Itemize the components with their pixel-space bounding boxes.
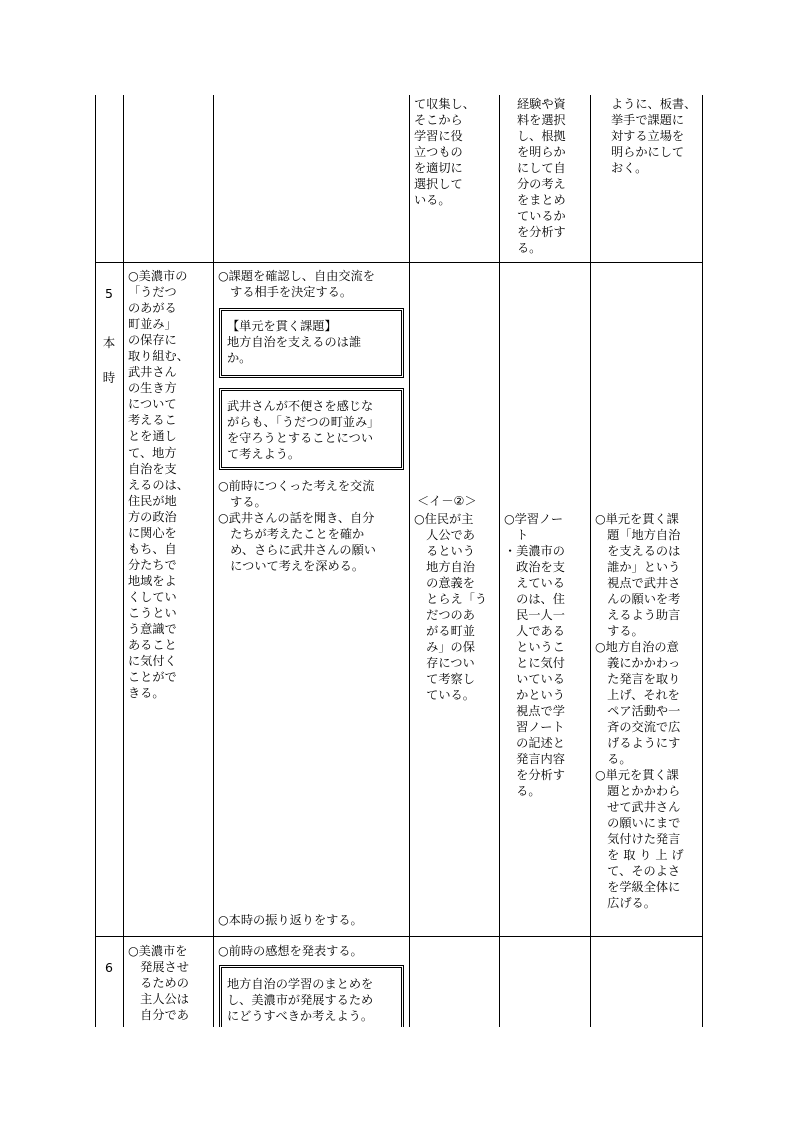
activity-intro: ○課題を確認し、自由交流を する相手を決定する。: [218, 269, 375, 299]
activity-main: ○前時につくった考えを交流 する。 ○武井さんの話を聞き、自分 たちが考えたことを確か め、さらに武井さんの願い について考えを深める。: [218, 479, 376, 573]
activity-intro: ○前時の感想を発表する。: [218, 944, 363, 958]
row-divider: [95, 936, 703, 937]
evaluation-method-continued: 経験や資 料を選択 し、根拠 を明らか にして自 分の考え をまとめ ているか を分析す る。: [517, 97, 566, 255]
table-border-left: [95, 95, 96, 1027]
teacher-support: ○単元を貫く課 題「地方自治 を支えるのは 誰か」という 視点で武井さ んの願いを考 えるよう助言 する。 ○地方自治の意 義にかかわっ た発言を取り 上げ、それを ペア活動や一 斉の交流で広 げるようにす る。 ○単元を貫く課 題とかかわら せて武井さん の願いにまで 気付けた発言 を 取 り 上 げ て、そのよさ を学級全体に 広げる。: [595, 512, 684, 910]
lesson-task-body: 武井さんが不便さを感じな がらも、「うだつの町並み」 を守ろうとすることについ て考えよう。: [227, 399, 380, 461]
column-divider: [499, 95, 500, 1027]
period-number: 5: [105, 286, 113, 301]
period-label-hon: 本: [102, 335, 116, 350]
activity-reflection: ○本時の振り返りをする。: [218, 913, 363, 927]
evaluation-criteria-continued: て収集し、 そこから 学習に役 立つもの を適切に 選択して いる。: [414, 97, 475, 207]
unit-task-title: 【単元を貫く課題】: [227, 319, 337, 333]
column-divider: [590, 95, 591, 1027]
table-border-right: [702, 95, 703, 1027]
column-divider: [123, 95, 124, 1027]
period-number: 6: [105, 960, 113, 975]
lesson-aim: ○美濃市の 「うだつ のあがる 町並み」 の保存に 取り組む、 武井さん の生き方 について 考えるこ とを通し て、地方 自治を支 えるのは、 住民が地 方の政治 に関心を もち、自 分たちで 地域をよ くしてい こうとい う意識で あること に気付く ことがで きる。: [128, 269, 189, 701]
support-continued: ように、板書、 挙手で課題に 対する立場を 明らかにして おく。: [611, 97, 697, 175]
summary-task-body: 地方自治の学習のまとめを し、美濃市が発展するため にどうすべきか考えよう。: [227, 977, 374, 1023]
unit-task-body: 地方自治を支えるのは誰 か。: [227, 335, 362, 365]
lesson-aim: ○美濃市を 発展させ るための 主人公は 自分であ: [128, 944, 189, 1022]
row-divider: [95, 262, 703, 263]
evaluation-label: ＜イ－②＞: [417, 494, 477, 508]
evaluation-method: ○学習ノー ト ・美濃市の 政治を支 えている のは、住 民一人一 人である というこ とに気付 いている かという 視点で学 習ノート の記述と 発言内容 を分析す る。: [504, 512, 565, 798]
column-divider: [409, 95, 410, 1027]
column-divider: [213, 95, 214, 1027]
evaluation-criteria: ○住民が主 人公であ るという 地方自治 の意義を とらえ「う だつのあ がる町並 み」の保 存につい て考察し ている。: [414, 512, 488, 702]
period-label-ji: 時: [102, 370, 116, 385]
